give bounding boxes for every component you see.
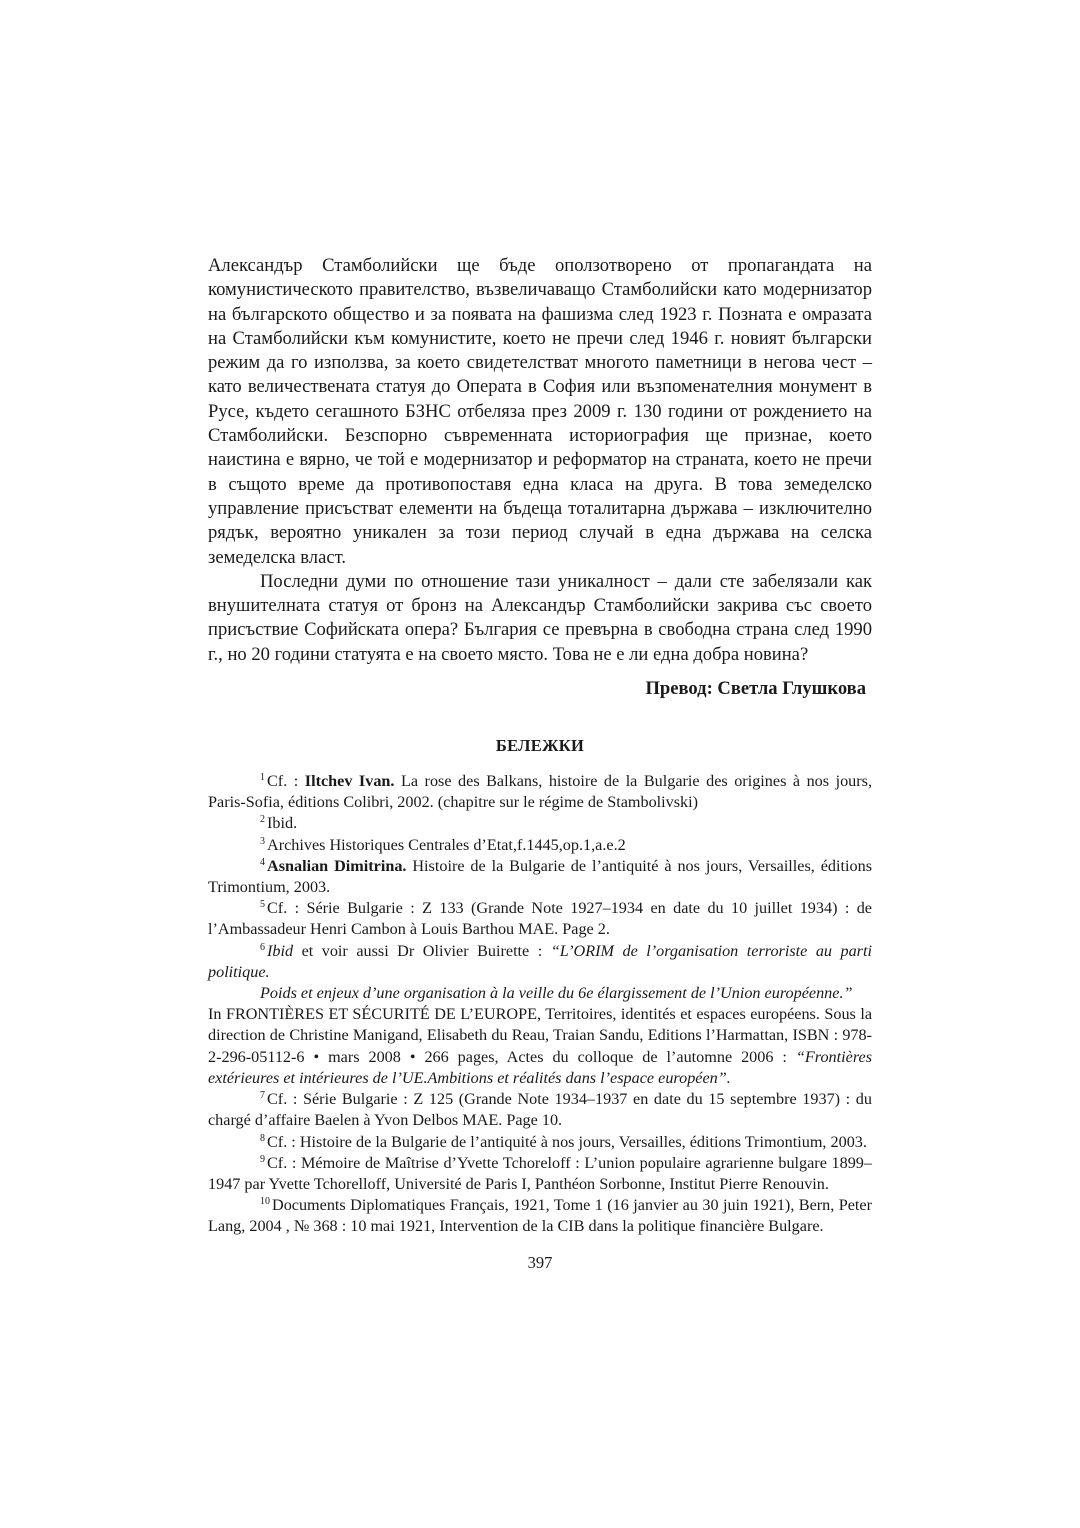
- footnote-author: Asnalian Dimitrina.: [267, 856, 407, 875]
- footnote-quote: “Frontières extérieures et intérieures de l’UE.Ambitions et réalités dans l’espace européen”.: [208, 1047, 872, 1087]
- footnote-number: 6: [260, 941, 265, 953]
- footnote-text: Ibid.: [267, 814, 298, 833]
- footnote: [208, 1195, 872, 1237]
- footnote-author: Iltchev Ivan.: [304, 772, 395, 791]
- footnote-number: 2: [260, 814, 265, 826]
- footnote: [208, 941, 872, 983]
- footnote: [208, 1132, 872, 1153]
- footnote: [208, 856, 872, 898]
- footnote: [208, 835, 872, 856]
- footnote-number: 1: [260, 772, 265, 784]
- footnote: [208, 771, 872, 813]
- footnote-text: In FRONTIÈRES ET SÉCURITÉ DE L’EUROPE, Territoires, identités et espaces européens. Sous la direction de Christine Manigand, Elisabeth du Reau, Traian Sandu, Editions l’Harmattan, ISBN : 978-2-296-05112-6 • mars 2008 • 266 pages, Actes du colloque de l’automne 2006 :: [208, 1005, 872, 1066]
- footnote-number: 7: [260, 1090, 265, 1102]
- footnote-number: 10: [260, 1196, 270, 1208]
- footnote: [208, 898, 872, 940]
- page-content: [208, 254, 872, 1274]
- footnote-number: 8: [260, 1132, 265, 1144]
- footnote-number: 4: [260, 856, 265, 868]
- body-paragraph: Александър Стамболийски ще бъде оползотворено от пропагандата на комунистическото правителство, възвеличаващо Стамболийски като модернизатор на българското общество и за появата на фашизма след 1923 г. Позната е омразата на Стамболийски към комунистите, което не пречи след 1946 г. новият български режим да го използва, за което свидетелстват многото паметници в негова чест – като величествената статуя до Операта в София или възпоменателния монумент в Русе, където сегашното БЗНС отбеляза през 2009 г. 130 години от рождението на Стамболийски. Безспорно съвременната историография ще признае, което наистина е вярно, че той е модернизатор и реформатор на страната, което не пречи в същото време да противопоставя една класа на друга. В това земеделско управление присъстват елементи на бъдеща тоталитарна държава – изключително рядък, вероятно уникален за този период случай в една държава на селска земеделска власт.: [208, 255, 872, 568]
- footnote: [208, 1089, 872, 1131]
- page-number: 397: [527, 1252, 553, 1272]
- footnote-number: 3: [260, 835, 265, 847]
- footnote-continuation: [208, 1004, 872, 1089]
- footnote-text: Cf. : Série Bulgarie : Z 125 (Grande Note 1934–1937 en date du 15 septembre 1937) : du chargé d’affaire Baelen à Yvon Delbos MAE. Page 10.: [208, 1090, 872, 1130]
- footnote-text: Cf. : Série Bulgarie : Z 133 (Grande Note 1927–1934 en date du 10 juillet 1934) : de l’Ambassadeur Henri Cambon à Louis Barthou MAE. Page 2.: [208, 899, 872, 939]
- main-text: [208, 254, 872, 667]
- notes-heading: БЕЛЕЖКИ: [495, 736, 585, 756]
- footnote-text: Histoire de la Bulgarie de l’antiquité à nos jours, Versailles, éditions Trimontium, 2003.: [208, 856, 872, 897]
- footnote: [208, 813, 872, 834]
- footnote-text: et voir aussi Dr Olivier Buirette :: [293, 941, 551, 960]
- footnote-ibid: Ibid: [267, 941, 294, 960]
- footnote-continuation: Poids et enjeux d’une organisation à la veille du 6e élargissement de l’Union européenne.”: [260, 984, 853, 1003]
- footnote-number: 9: [260, 1153, 265, 1165]
- body-paragraph: Последни думи по отношение тази уникалност – дали сте забелязали как внушителната статуя от бронз на Александър Стамболийски закрива със своето присъствие Софийската опера? България се превърна в свободна страна след 1990 г., но 20 години статуята е на своето място. Това не е ли една добра новина?: [208, 570, 872, 665]
- footnote-number: 5: [260, 899, 265, 911]
- footnote-text: La rose des Balkans, histoire de la Bulgarie des origines à nos jours, Paris-Sofia, éditions Colibri, 2002. (chapitre sur le régime de Stambolivski): [208, 772, 872, 812]
- notes-list: [208, 771, 872, 1237]
- translator-credit: Превод: Светла Глушкова: [645, 678, 866, 700]
- footnote-prefix: Cf. :: [267, 772, 305, 791]
- footnote-text: Documents Diplomatiques Français, 1921, Tome 1 (16 janvier au 30 juin 1921), Bern, Peter Lang, 2004 , № 368 : 10 mai 1921, Intervention de la CIB dans la politique financière Bulgare.: [208, 1196, 872, 1236]
- footnote-quote: “L’ORIM de l’organisation terroriste au parti politique.: [208, 941, 872, 981]
- footnote-text: Cf. : Mémoire de Maîtrise d’Yvette Tchoreloff : L’union populaire agrarienne bulgare 1899–1947 par Yvette Tchorelloff, Université de Paris I, Panthéon Sorbonne, Institut Pierre Renouvin.: [208, 1153, 872, 1193]
- footnote-text: Archives Historiques Centrales d’Etat,f.1445,op.1,a.e.2: [267, 835, 626, 854]
- footnote-text: Cf. : Histoire de la Bulgarie de l’antiquité à nos jours, Versailles, éditions Trimontium, 2003.: [267, 1132, 867, 1151]
- footnote: [208, 1153, 872, 1195]
